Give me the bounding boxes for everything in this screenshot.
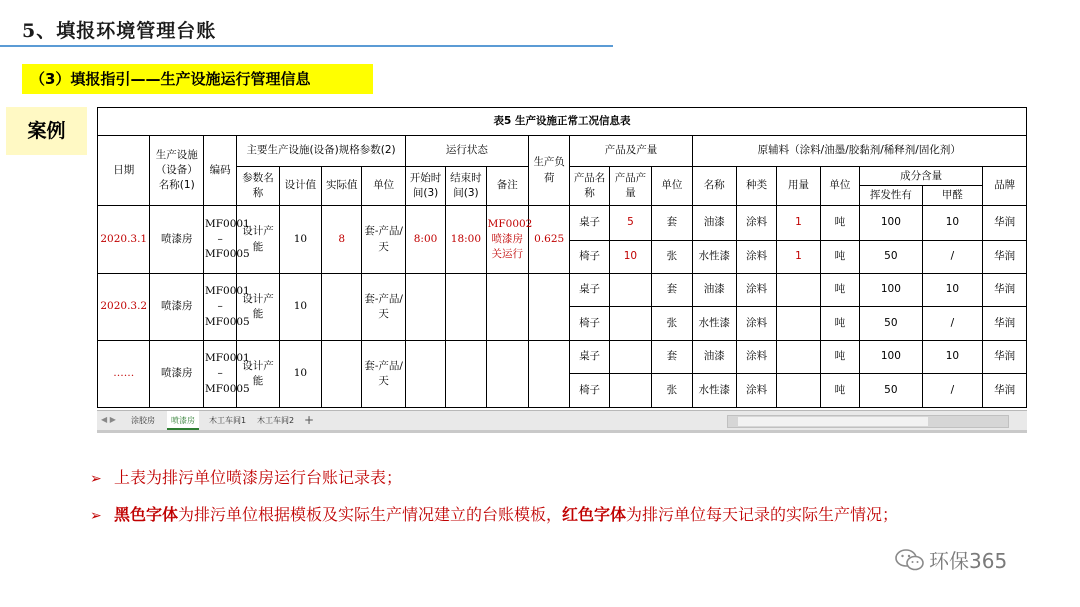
- cell-material-type: 涂料: [736, 241, 776, 274]
- cell-product-qty: [609, 274, 651, 307]
- cell-brand: 华润: [983, 307, 1027, 341]
- cell-material-type: 涂料: [736, 374, 776, 408]
- cell-brand: 华润: [983, 241, 1027, 274]
- cell-material-use: [777, 307, 820, 341]
- cell-design-value: 10: [279, 341, 321, 408]
- cell-end-time: 18:00: [446, 206, 486, 274]
- header-main-spec: 主要生产设施(设备)规格参数(2): [237, 136, 406, 167]
- cell-start-time: 8:00: [405, 206, 445, 274]
- cell-material-unit: 吨: [820, 341, 859, 374]
- facility-operation-table: [97, 107, 1027, 408]
- cell-end-time: [446, 274, 486, 341]
- header-product-unit: 单位: [652, 167, 692, 206]
- cell-note: [486, 274, 528, 341]
- header-load: 生产负荷: [529, 136, 570, 206]
- cell-start-time: [405, 274, 445, 341]
- cell-material-name: 油漆: [692, 206, 736, 241]
- cell-material-type: 涂料: [736, 274, 776, 307]
- cell-product-name: 桌子: [570, 341, 609, 374]
- sheet-tab-2[interactable]: 木工车间1: [209, 416, 247, 425]
- header-content: [860, 167, 983, 206]
- header-param-name: 参数名称: [237, 167, 279, 206]
- table-body: [98, 206, 1027, 408]
- cell-spec-unit: 套-产品/天: [362, 206, 405, 274]
- cell-material-unit: 吨: [820, 241, 859, 274]
- header-facility: 生产设施（设备）名称(1): [150, 136, 204, 206]
- cell-product-qty: [609, 341, 651, 374]
- watermark-text: 环保365: [929, 549, 1008, 573]
- cell-material-use: [777, 374, 820, 408]
- cell-material-unit: 吨: [820, 307, 859, 341]
- cell-voc: 50: [860, 241, 923, 274]
- header-run-status: 运行状态: [405, 136, 528, 167]
- cell-material-use: [777, 274, 820, 307]
- header-content-title: 成分含量: [860, 167, 982, 186]
- header-spec-unit: 单位: [362, 167, 405, 206]
- sheet-tab-bar: [97, 410, 1027, 431]
- cell-material-use: 1: [777, 241, 820, 274]
- spreadsheet-view: [97, 107, 1027, 432]
- cell-product-name: 椅子: [570, 307, 609, 341]
- cell-code: MF0001 – MF0005: [203, 341, 236, 408]
- cell-actual-value: [322, 341, 362, 408]
- cell-product-unit: 张: [652, 374, 692, 408]
- scrollbar-thumb[interactable]: [738, 417, 928, 426]
- header-brand: 品牌: [983, 167, 1027, 206]
- cell-formaldehyde: 10: [922, 341, 983, 374]
- cell-date: ……: [98, 341, 150, 408]
- arrow-bullet-icon: ➢: [90, 471, 102, 487]
- title-underline: [0, 45, 613, 47]
- cell-formaldehyde: 10: [922, 274, 983, 307]
- cell-material-name: 水性漆: [692, 307, 736, 341]
- header-start-time: 开始时间(3): [405, 167, 445, 206]
- header-products: 产品及产量: [570, 136, 692, 167]
- cell-product-qty: 10: [609, 241, 651, 274]
- cell-actual-value: 8: [322, 206, 362, 274]
- cell-material-name: 水性漆: [692, 241, 736, 274]
- cell-voc: 100: [860, 206, 923, 241]
- cell-material-type: 涂料: [736, 341, 776, 374]
- cell-voc: 50: [860, 374, 923, 408]
- cell-formaldehyde: /: [922, 241, 983, 274]
- cell-brand: 华润: [983, 274, 1027, 307]
- header-formaldehyde: 甲醛: [941, 189, 963, 201]
- note-2: [90, 502, 898, 525]
- add-sheet-button[interactable]: +: [304, 413, 315, 427]
- header-note: 备注: [486, 167, 528, 206]
- cell-product-unit: 套: [652, 341, 692, 374]
- cell-brand: 华润: [983, 341, 1027, 374]
- cell-product-qty: [609, 307, 651, 341]
- cell-product-name: 桌子: [570, 274, 609, 307]
- cell-product-unit: 张: [652, 307, 692, 341]
- note-2-bold-black: 黑色字体: [114, 505, 179, 524]
- cell-product-unit: 张: [652, 241, 692, 274]
- watermark: [895, 545, 1007, 577]
- cell-note: [486, 341, 528, 408]
- table-row: [98, 206, 1027, 241]
- table-row: [98, 341, 1027, 374]
- page-title: 5、填报环境管理台账: [22, 20, 217, 42]
- cell-date: 2020.3.1: [98, 206, 150, 274]
- header-voc: 挥发性有: [860, 186, 923, 205]
- header-material-use: 用量: [777, 167, 820, 206]
- cell-product-name: 椅子: [570, 241, 609, 274]
- tab-nav-arrows[interactable]: ◀ ▶: [101, 415, 116, 424]
- cell-material-name: 油漆: [692, 274, 736, 307]
- header-end-time: 结束时间(3): [446, 167, 486, 206]
- cell-spec-unit: 套-产品/天: [362, 341, 405, 408]
- guide-heading: （3）填报指引——生产设施运行管理信息: [22, 64, 373, 94]
- horizontal-scrollbar[interactable]: [727, 415, 1009, 428]
- header-product-qty: 产品产量: [609, 167, 651, 206]
- cell-voc: 100: [860, 274, 923, 307]
- case-label: 案例: [6, 107, 87, 155]
- cell-facility: 喷漆房: [150, 206, 204, 274]
- header-code: 编码: [203, 136, 236, 206]
- cell-product-unit: 套: [652, 274, 692, 307]
- cell-load: 0.625: [529, 206, 570, 274]
- cell-material-unit: 吨: [820, 374, 859, 408]
- sheet-tab-3[interactable]: 木工车间2: [257, 416, 295, 425]
- header-date: 日期: [98, 136, 150, 206]
- cell-product-unit: 套: [652, 206, 692, 241]
- table-row: [98, 274, 1027, 307]
- header-product-name: 产品名称: [570, 167, 609, 206]
- cell-code: MF0001 – MF0005: [203, 206, 236, 274]
- sheet-tab-0[interactable]: 涂胶房: [131, 416, 155, 425]
- header-material-name: 名称: [692, 167, 736, 206]
- cell-date: 2020.3.2: [98, 274, 150, 341]
- cell-load: [529, 341, 570, 408]
- cell-material-unit: 吨: [820, 274, 859, 307]
- cell-param-name: 设计产能: [237, 206, 279, 274]
- sheet-bottom-edge: [97, 430, 1027, 433]
- cell-material-name: 水性漆: [692, 374, 736, 408]
- note-2-text-1: 为排污单位根据模板及实际生产情况建立的台账模板，: [178, 505, 563, 524]
- cell-param-name: 设计产能: [237, 341, 279, 408]
- cell-load: [529, 274, 570, 341]
- cell-material-unit: 吨: [820, 206, 859, 241]
- cell-facility: 喷漆房: [150, 341, 204, 408]
- cell-formaldehyde: 10: [922, 206, 983, 241]
- note-1: [90, 465, 898, 488]
- cell-formaldehyde: /: [922, 307, 983, 341]
- cell-formaldehyde: /: [922, 374, 983, 408]
- note-2-text-2: 为排污单位每天记录的实际生产情况；: [626, 505, 899, 524]
- cell-end-time: [446, 341, 486, 408]
- cell-brand: 华润: [983, 374, 1027, 408]
- sheet-tab-1[interactable]: 喷漆房: [167, 411, 199, 430]
- cell-code: MF0001 – MF0005: [203, 274, 236, 341]
- note-2-bold-red: 红色字体: [562, 505, 627, 524]
- arrow-bullet-icon: ➢: [90, 508, 102, 524]
- cell-note: MF0002喷漆房关运行: [486, 206, 528, 274]
- cell-start-time: [405, 341, 445, 408]
- cell-product-name: 椅子: [570, 374, 609, 408]
- cell-product-name: 桌子: [570, 206, 609, 241]
- cell-material-type: 涂料: [736, 206, 776, 241]
- cell-spec-unit: 套-产品/天: [362, 274, 405, 341]
- cell-product-qty: 5: [609, 206, 651, 241]
- cell-material-use: [777, 341, 820, 374]
- header-design-value: 设计值: [279, 167, 321, 206]
- cell-material-name: 油漆: [692, 341, 736, 374]
- header-actual-value: 实际值: [322, 167, 362, 206]
- cell-product-qty: [609, 374, 651, 408]
- cell-voc: 100: [860, 341, 923, 374]
- cell-material-type: 涂料: [736, 307, 776, 341]
- cell-param-name: 设计产能: [237, 274, 279, 341]
- cell-actual-value: [322, 274, 362, 341]
- cell-design-value: 10: [279, 206, 321, 274]
- header-material-unit: 单位: [820, 167, 859, 206]
- cell-facility: 喷漆房: [150, 274, 204, 341]
- cell-brand: 华润: [983, 206, 1027, 241]
- notes-list: [90, 465, 898, 539]
- header-material-type: 种类: [736, 167, 776, 206]
- wechat-icon: [895, 548, 925, 577]
- table-caption: 表5 生产设施正常工况信息表: [98, 108, 1027, 136]
- cell-material-use: 1: [777, 206, 820, 241]
- cell-voc: 50: [860, 307, 923, 341]
- note-1-text: 上表为排污单位喷漆房运行台账记录表；: [114, 468, 403, 487]
- header-materials: 原辅料（涂料/油墨/胶黏剂/稀释剂/固化剂）: [692, 136, 1026, 167]
- cell-design-value: 10: [279, 274, 321, 341]
